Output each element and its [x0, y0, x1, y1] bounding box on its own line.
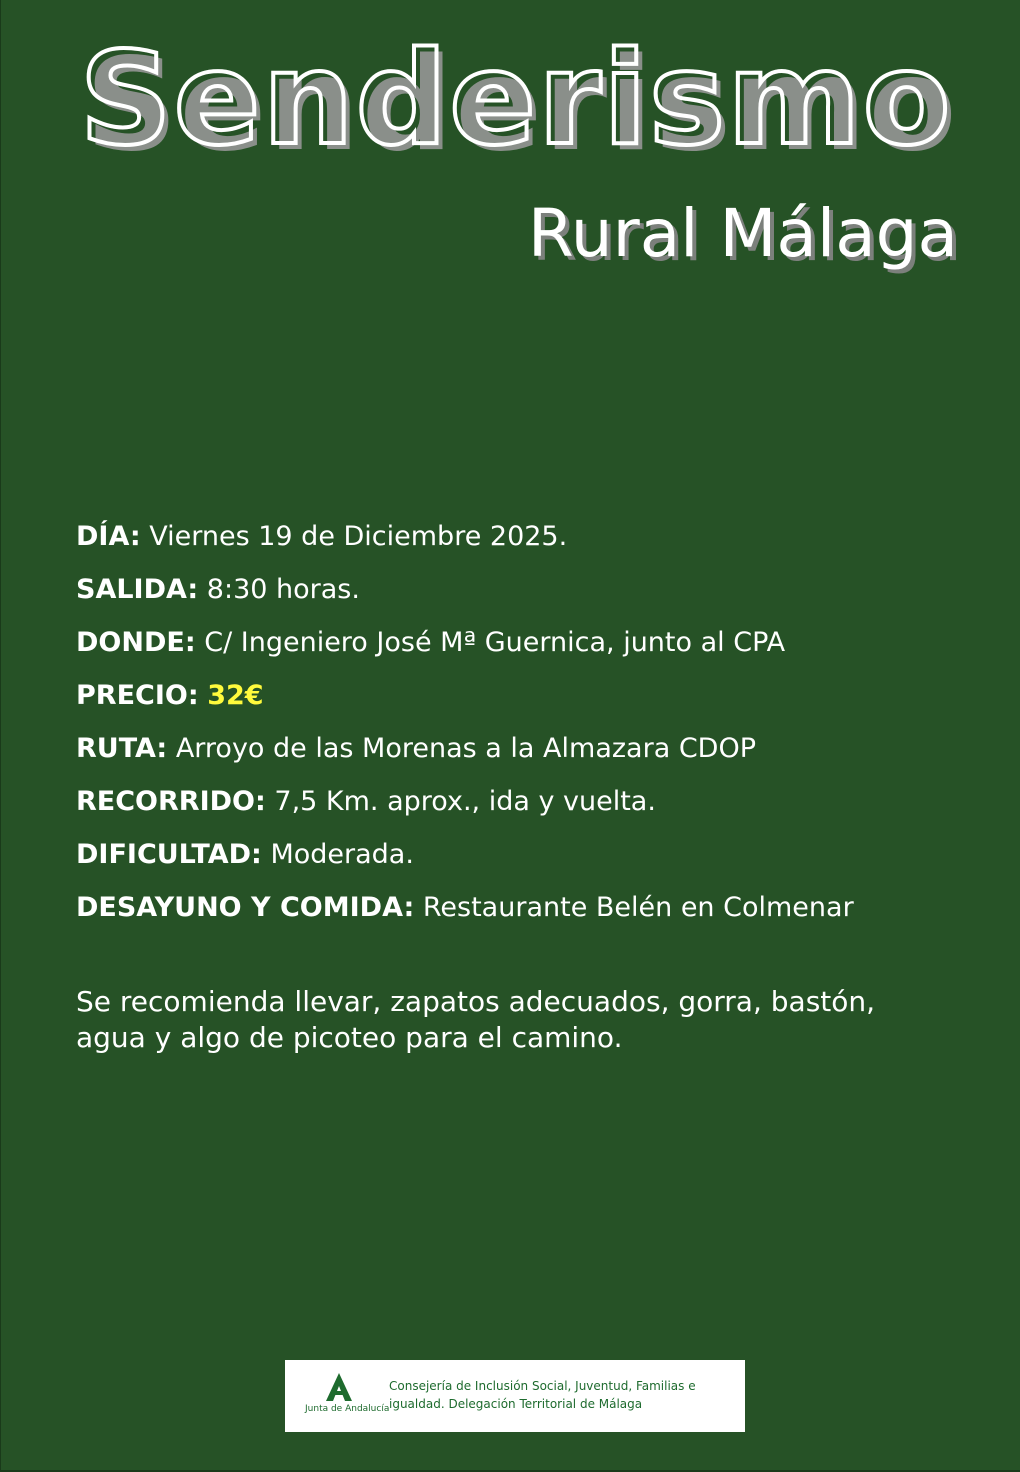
detail-label: SALIDA: — [76, 574, 199, 605]
detail-recorrido — [76, 781, 956, 834]
price-value: 32€ — [207, 680, 264, 711]
detail-donde — [76, 622, 956, 675]
event-details — [76, 516, 956, 940]
detail-value: Viernes 19 de Diciembre 2025. — [149, 521, 568, 552]
detail-label: DÍA: — [76, 521, 141, 552]
junta-andalucia-icon — [324, 1372, 354, 1402]
detail-dificultad — [76, 834, 956, 887]
detail-label: RUTA: — [76, 733, 168, 764]
recommendation-line: agua y algo de picoteo para el camino. — [76, 1021, 623, 1054]
junta-andalucia-logo — [305, 1372, 390, 1424]
organization-text — [389, 1377, 696, 1413]
recommendation-text — [76, 984, 956, 1056]
detail-value: C/ Ingeniero José Mª Guernica, junto al CPA — [204, 627, 786, 658]
detail-value: Arroyo de las Morenas a la Almazara CDOP — [175, 733, 756, 764]
detail-label: DIFICULTAD: — [76, 839, 262, 870]
organization-line: Consejería de Inclusión Social, Juventud, Familias e — [389, 1379, 696, 1393]
detail-ruta — [76, 728, 956, 781]
detail-precio — [76, 675, 956, 728]
organization-line: igualdad. Delegación Territorial de Málaga — [389, 1397, 643, 1411]
recommendation-line: Se recomienda llevar, zapatos adecuados, gorra, bastón, — [76, 985, 876, 1018]
detail-label: RECORRIDO: — [76, 786, 266, 817]
detail-label: DONDE: — [76, 627, 196, 658]
detail-value: 7,5 Km. aprox., ida y vuelta. — [274, 786, 656, 817]
detail-desayuno-comida — [76, 887, 956, 940]
footer-logo-box — [285, 1360, 745, 1432]
detail-salida — [76, 569, 956, 622]
title-senderismo: Senderismo — [79, 25, 953, 174]
logo-name: Junta de Andalucía — [305, 1404, 390, 1414]
detail-value: Restaurante Belén en Colmenar — [422, 892, 854, 923]
detail-value: 8:30 horas. — [206, 574, 360, 605]
detail-label: DESAYUNO Y COMIDA: — [76, 892, 415, 923]
detail-dia — [76, 516, 956, 569]
detail-label: PRECIO: — [76, 680, 199, 711]
subtitle-rural-malaga: Rural Málaga — [527, 195, 958, 272]
detail-value: Moderada. — [270, 839, 414, 870]
